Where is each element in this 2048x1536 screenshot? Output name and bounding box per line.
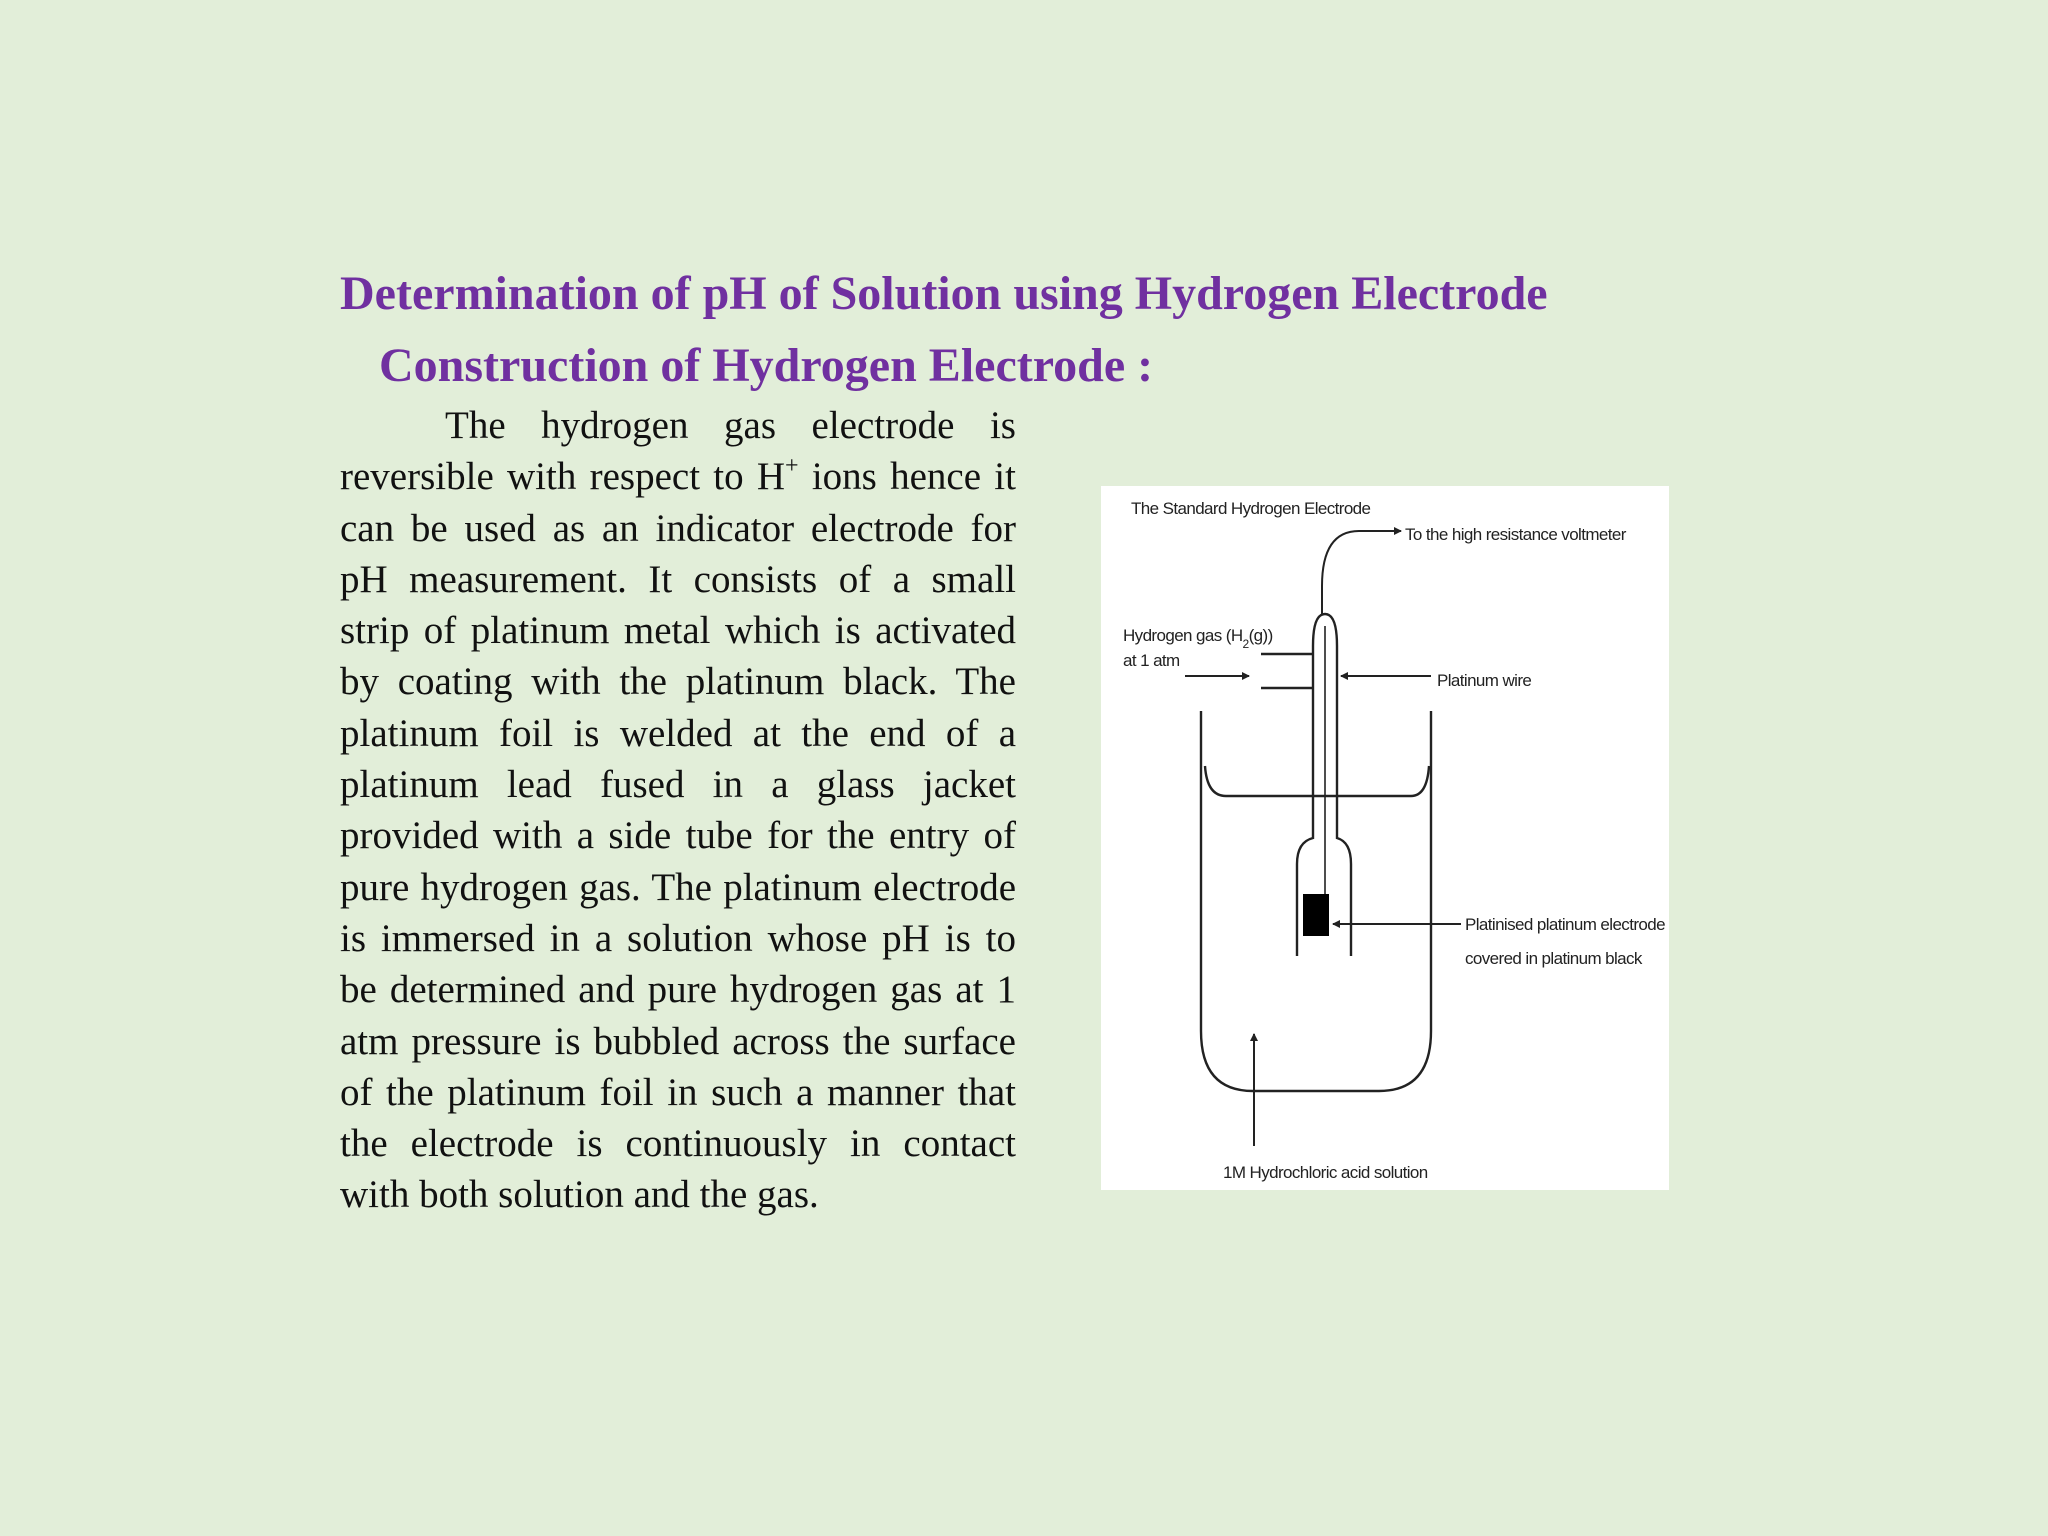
gas-label-pre: Hydrogen gas (H [1123, 626, 1243, 645]
platinised-platinum-electrode [1303, 894, 1329, 936]
body-text-part1: The hydrogen gas electrode is reversible with respect to H [340, 404, 1016, 499]
diagram-svg [1101, 486, 1669, 1190]
voltmeter-label: To the high resistance voltmeter [1405, 525, 1626, 544]
body-text-part2: ions hence it can be used as an indicator electrode for pH measurement. It consists of a small strip of platinum metal which is activated by coating with the platinum black. The platinum foil is welded at the end of a platinum lead fused in a glass jacket provided with a side tube for the entry of pure hydrogen gas. The platinum electrode is immersed in a solution whose pH is to be determined and pure hydrogen gas at 1 atm pressure is bubbled across the surface of the platinum foil in such a manner that the electrode is continuously in contact with both solution and the gas. [340, 455, 1016, 1217]
slide-subtitle: Construction of Hydrogen Electrode : [379, 339, 1154, 392]
superscript-plus: + [785, 453, 799, 480]
pressure-label: at 1 atm [1123, 651, 1180, 670]
gas-label-post: (g)) [1248, 626, 1273, 645]
hydrogen-electrode-diagram [1101, 486, 1669, 1190]
electrode-label-line1: Platinised platinum electrode [1465, 915, 1665, 934]
voltmeter-wire [1322, 531, 1401, 614]
electrode-label-line2: covered in platinum black [1465, 949, 1642, 968]
hydrogen-gas-label [1123, 626, 1273, 651]
platinum-wire-label: Platinum wire [1437, 671, 1532, 690]
beaker-rim [1205, 766, 1429, 796]
slide-title: Determination of pH of Solution using Hydrogen Electrode [340, 267, 1548, 320]
body-paragraph [340, 400, 1016, 1221]
diagram-title: The Standard Hydrogen Electrode [1131, 499, 1371, 518]
gas-label-sub: 2 [1242, 637, 1249, 651]
solution-label: 1M Hydrochloric acid solution [1223, 1163, 1428, 1182]
